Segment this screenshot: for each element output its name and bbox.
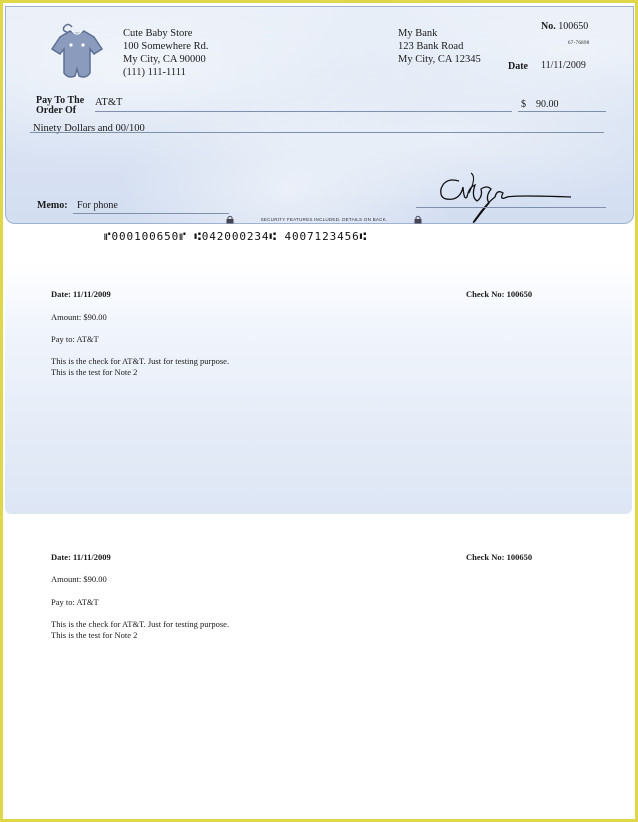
date-label: Date xyxy=(508,61,528,72)
stub-2-date: Date: 11/11/2009 xyxy=(51,552,111,562)
store-address-line-2: My City, CA 90000 xyxy=(123,54,206,65)
amount-line xyxy=(518,111,606,112)
stub-2-note-1: This is the check for AT&T. Just for testing purpose. xyxy=(51,619,230,629)
stub-1-date: Date: 11/11/2009 xyxy=(51,289,111,299)
check-number xyxy=(541,21,588,32)
security-text: SECURITY FEATURES INCLUDED. DETAILS ON BACK. xyxy=(260,217,388,222)
amount-words-line xyxy=(30,132,604,133)
store-address-line-1: 100 Somewhere Rd. xyxy=(123,41,209,52)
padlock-icon xyxy=(414,215,422,224)
pay-to-label-line-2: Order Of xyxy=(36,105,77,116)
check xyxy=(5,6,634,224)
memo-value: For phone xyxy=(77,200,118,211)
amount-in-words: Ninety Dollars and 00/100 xyxy=(33,123,145,134)
store-name: Cute Baby Store xyxy=(123,28,193,39)
check-number-label: No. xyxy=(541,21,556,32)
bank-address-line-2: My City, CA 12345 xyxy=(398,54,481,65)
memo-label: Memo: xyxy=(37,200,68,211)
store-address xyxy=(123,27,208,79)
stub-1-note-2: This is the test for Note 2 xyxy=(51,367,138,377)
security-notice xyxy=(226,214,422,225)
baby-onesie-logo-icon xyxy=(46,23,108,85)
stub-1-note-1: This is the check for AT&T. Just for testing purpose. xyxy=(51,356,230,366)
check-number-value: 100650 xyxy=(558,21,589,32)
stub-1-amount: Amount: $90.00 xyxy=(51,312,107,322)
check-stub-1 xyxy=(5,262,632,514)
pay-to-label xyxy=(36,96,84,116)
micr-line: ⑈000100650⑈ ⑆042000234⑆ 4007123456⑆ xyxy=(104,230,368,243)
stub-2-pay-to: Pay to: AT&T xyxy=(51,597,99,607)
bank-address xyxy=(398,27,481,66)
signature-icon xyxy=(431,167,581,225)
stub-2-amount: Amount: $90.00 xyxy=(51,574,107,584)
dollar-sign: $ xyxy=(521,99,526,110)
amount-value: 90.00 xyxy=(536,99,559,110)
bank-name: My Bank xyxy=(398,28,438,39)
payee-value: AT&T xyxy=(95,97,123,108)
signature-line xyxy=(416,207,606,208)
bank-address-line-1: 123 Bank Road xyxy=(398,41,464,52)
padlock-icon xyxy=(226,215,234,224)
stub-2-check-no: Check No: 100650 xyxy=(466,552,533,562)
stub-1-check-no: Check No: 100650 xyxy=(466,289,533,299)
memo-line xyxy=(73,213,229,214)
routing-fraction: 67-76890 xyxy=(568,41,590,46)
payee-line xyxy=(95,111,512,112)
stub-1-pay-to: Pay to: AT&T xyxy=(51,334,99,344)
date-value: 11/11/2009 xyxy=(541,60,586,71)
stub-2-note-2: This is the test for Note 2 xyxy=(51,630,138,640)
store-phone: (111) 111-1111 xyxy=(123,67,186,78)
pay-to-label-line-1: Pay To The xyxy=(36,95,85,106)
